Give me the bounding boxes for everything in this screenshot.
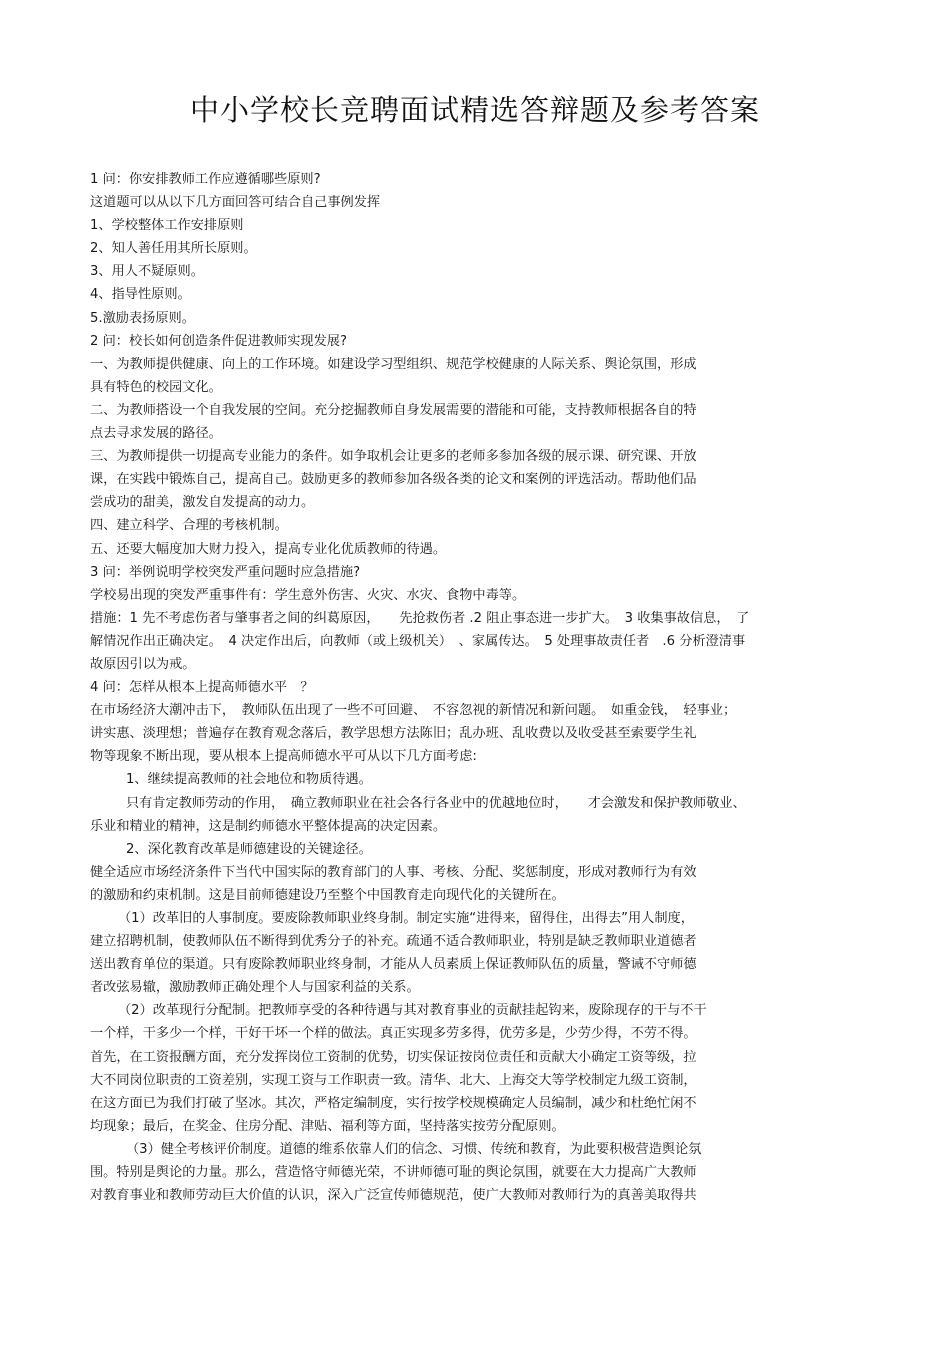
paragraph-line: 三、为教师提供一切提高专业能力的条件。如争取机会让更多的老师多参加各级的展示课、研究课、开放: [90, 449, 697, 465]
paragraph-line: 这道题可以从以下几方面回答可结合自己事例发挥: [90, 195, 381, 211]
list-item: 4、指导性原则。: [90, 287, 191, 303]
question-4: 4 问：怎样从根本上提高师德水平 ？: [90, 680, 314, 696]
list-item: 3、用人不疑原则。: [90, 264, 204, 280]
question-3: 3 问：举例说明学校突发严重问题时应急措施?: [90, 564, 361, 580]
paragraph-line: 送出教育单位的渠道。只有废除教师职业终身制，才能从人员素质上保证教师队伍的质量，警诫不守师德: [90, 957, 697, 973]
paragraph-line: 措施：1 先不考虑伤者与肇事者之间的纠葛原因， 先抢救伤者 .2 阻止事态进一步扩大。 3 收集事故信息， 了: [90, 610, 750, 626]
paragraph-line: 故原因引以为戒。: [90, 656, 196, 672]
paragraph-line: 健全适应市场经济条件下当代中国实际的教育部门的人事、考核、分配、奖惩制度，形成对教师行为有效: [90, 864, 697, 880]
paragraph-line: 一、为教师提供健康、向上的工作环境。如建设学习型组织、规范学校健康的人际关系、舆论氛围，形成: [90, 356, 697, 372]
document-title: 中小学校长竞聘面试精选答辩题及参考答案: [189, 93, 760, 127]
paragraph-line: 的激励和约束机制。这是目前师德建设乃至整个中国教育走向现代化的关键所在。: [90, 887, 565, 903]
paragraph-line: 五、还要大幅度加大财力投入，提高专业化优质教师的待遇。: [90, 541, 447, 557]
section-heading: 1、继续提高教师的社会地位和物质待遇。: [126, 772, 372, 788]
paragraph-line: 点去寻求发展的路径。: [90, 426, 222, 442]
paragraph-line: 均现象；最后，在奖金、住房分配、津贴、福利等方面，坚持落实按劳分配原则。: [90, 1118, 565, 1134]
document-body: [90, 168, 865, 1207]
paragraph-line: 讲实惠、淡理想；普遍存在教育观念落后，教学思想方法陈旧；乱办班、乱收费以及收受甚至索要学生礼: [90, 726, 697, 742]
paragraph-line: 四、建立科学、合理的考核机制。: [90, 518, 288, 534]
paragraph-line: （2）改革现行分配制。把教师享受的各种待遇与其对教育事业的贡献挂起钩来，废除现存的干与不干: [118, 1003, 707, 1019]
paragraph-line: 大不同岗位职责的工资差别，实现工资与工作职责一致。清华、北大、上海交大等学校制定九级工资制，: [90, 1072, 697, 1088]
paragraph-line: 解情况作出正确决定。 4 决定作出后，向教师（或上级机关） 、家属传达。 5 处理事故责任者 .6 分析澄清事: [90, 633, 746, 649]
list-item: 1、学校整体工作安排原则: [90, 218, 244, 234]
paragraph-line: 一个样，干多少一个样，干好干坏一个样的做法。真正实现多劳多得，优劳多是，少劳少得，不劳不得。: [90, 1026, 697, 1042]
paragraph-line: （3）健全考核评价制度。道德的维系依靠人们的信念、习惯、传统和教育，为此要积极营造舆论氛: [126, 1141, 702, 1157]
question-1: 1 问：你安排教师工作应遵循哪些原则?: [90, 172, 321, 187]
paragraph-line: 在这方面已为我们打破了坚冰。其次，严格定编制度，实行按学校规模确定人员编制，减少和杜绝忙闲不: [90, 1095, 697, 1111]
paragraph-line: 在市场经济大潮冲击下， 教师队伍出现了一些不可回避、 不容忽视的新情况和新问题。 如重金钱， 轻事业；: [90, 703, 737, 719]
paragraph-line: 只有肯定教师劳动的作用， 确立教师职业在社会各行各业中的优越地位时， 才会激发和保护教师敬业、: [126, 795, 746, 811]
section-heading: 2、深化教育改革是师德建设的关键途径。: [126, 841, 372, 857]
list-item: 5.激励表扬原则。: [90, 310, 195, 326]
paragraph-line: 具有特色的校园文化。: [90, 379, 222, 395]
paragraph-line: 尝成功的甜美，激发自发提高的动力。: [90, 495, 315, 511]
paragraph-line: 学校易出现的突发严重事件有：学生意外伤害、火灾、水灾、食物中毒等。: [90, 587, 526, 603]
paragraph-line: 乐业和精业的精神，这是制约师德水平整体提高的决定因素。: [90, 818, 447, 834]
list-item: 2、知人善任用其所长原则。: [90, 241, 257, 257]
paragraph-line: 者改弦易辙，激励教师正确处理个人与国家利益的关系。: [90, 980, 420, 996]
paragraph-line: 首先，在工资报酬方面，充分发挥岗位工资制的优势，切实保证按岗位责任和贡献大小确定工资等级，拉: [90, 1049, 697, 1065]
paragraph-line: 对教育事业和教师劳动巨大价值的认识，深入广泛宣传师德规范，使广大教师对教师行为的真善美取得共: [90, 1188, 697, 1204]
paragraph-line: 围。特别是舆论的力量。那么，营造恪守师德光荣，不讲师德可耻的舆论氛围，就要在大力提高广大教师: [90, 1165, 697, 1181]
paragraph-line: 建立招聘机制，使教师队伍不断得到优秀分子的补充。疏通不适合教师职业，特别是缺乏教师职业道德者: [90, 934, 697, 950]
paragraph-line: 课，在实践中锻炼自己，提高自己。鼓励更多的教师参加各级各类的论文和案例的评选活动。帮助他们品: [90, 472, 697, 488]
paragraph-line: 物等现象不断出现，要从根本上提高师德水平可从以下几方面考虑:: [90, 749, 477, 765]
paragraph-line: （1）改革旧的人事制度。要废除教师职业终身制。制定实施“进得来，留得住，出得去”用人制度，: [118, 911, 694, 926]
question-2: 2 问：校长如何创造条件促进教师实现发展?: [90, 333, 347, 349]
paragraph-line: 二、为教师搭设一个自我发展的空间。充分挖掘教师自身发展需要的潜能和可能，支持教师根据各自的特: [90, 402, 697, 418]
